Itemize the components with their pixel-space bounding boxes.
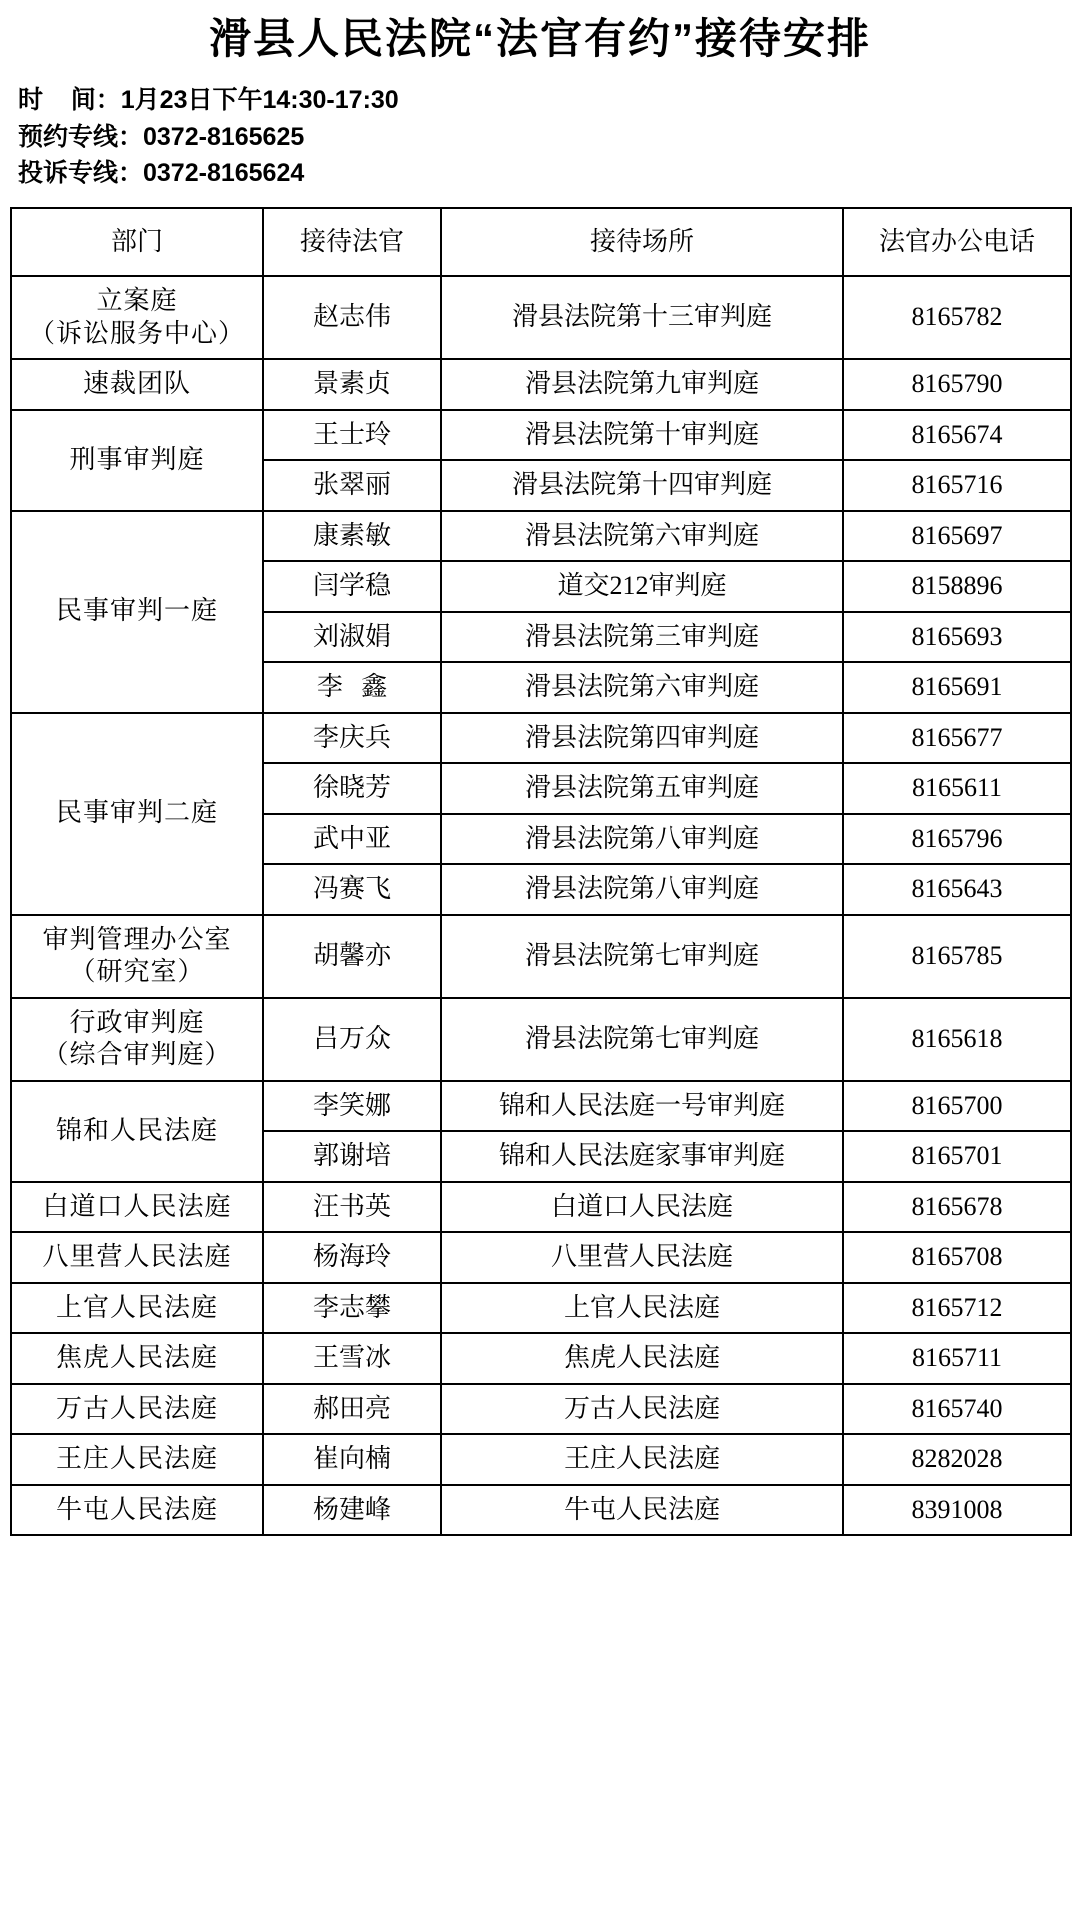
column-header-department: 部门: [11, 208, 263, 276]
table-row: [11, 915, 1071, 998]
cell-place: 滑县法院第八审判庭: [441, 814, 843, 865]
cell-judge: 李庆兵: [263, 713, 441, 764]
cell-judge: 王士玲: [263, 410, 441, 461]
cell-phone: 8165677: [843, 713, 1071, 764]
table-row: [11, 1232, 1071, 1283]
cell-judge: 景素贞: [263, 359, 441, 410]
cell-phone: 8165643: [843, 864, 1071, 915]
cell-phone: 8158896: [843, 561, 1071, 612]
cell-department: 八里营人民法庭: [11, 1232, 263, 1283]
table-row: [11, 713, 1071, 764]
cell-phone: 8165700: [843, 1081, 1071, 1132]
cell-department: 牛屯人民法庭: [11, 1485, 263, 1536]
table-row: [11, 1434, 1071, 1485]
cell-place: 滑县法院第六审判庭: [441, 511, 843, 562]
cell-place: 万古人民法庭: [441, 1384, 843, 1435]
cell-department: 上官人民法庭: [11, 1283, 263, 1334]
meta-appointment-hotline: 预约专线：0372-8165625: [18, 122, 305, 151]
cell-phone: 8165785: [843, 915, 1071, 998]
cell-place: 锦和人民法庭家事审判庭: [441, 1131, 843, 1182]
table-row: [11, 1384, 1071, 1435]
cell-judge: 李志攀: [263, 1283, 441, 1334]
cell-place: 王庄人民法庭: [441, 1434, 843, 1485]
cell-judge: 汪书英: [263, 1182, 441, 1233]
reception-schedule-table: [10, 207, 1072, 1536]
cell-phone: 8165796: [843, 814, 1071, 865]
cell-judge: 王雪冰: [263, 1333, 441, 1384]
table-row: [11, 1283, 1071, 1334]
cell-phone: 8165712: [843, 1283, 1071, 1334]
cell-department: 民事审判一庭: [11, 511, 263, 713]
table-row: [11, 359, 1071, 410]
cell-judge: 杨海玲: [263, 1232, 441, 1283]
cell-place: 滑县法院第九审判庭: [441, 359, 843, 410]
cell-department: 民事审判二庭: [11, 713, 263, 915]
table-row: [11, 1485, 1071, 1536]
cell-phone: 8165678: [843, 1182, 1071, 1233]
cell-place: 牛屯人民法庭: [441, 1485, 843, 1536]
cell-department: 刑事审判庭: [11, 410, 263, 511]
cell-judge: 李笑娜: [263, 1081, 441, 1132]
cell-phone: 8165674: [843, 410, 1071, 461]
column-header-phone: 法官办公电话: [843, 208, 1071, 276]
cell-judge: 胡馨亦: [263, 915, 441, 998]
cell-place: 滑县法院第十审判庭: [441, 410, 843, 461]
table-row: [11, 410, 1071, 461]
cell-judge: 冯赛飞: [263, 864, 441, 915]
meta-info-block: [18, 82, 1070, 191]
cell-judge: 李鑫: [263, 662, 441, 713]
page-title: 滑县人民法院“法官有约”接待安排: [208, 15, 871, 62]
table-row: [11, 1081, 1071, 1132]
table-body: [11, 276, 1071, 1535]
cell-place: 焦虎人民法庭: [441, 1333, 843, 1384]
column-header-judge: 接待法官: [263, 208, 441, 276]
cell-judge: 康素敏: [263, 511, 441, 562]
cell-phone: 8165618: [843, 998, 1071, 1081]
cell-phone: 8165790: [843, 359, 1071, 410]
cell-place: 滑县法院第七审判庭: [441, 998, 843, 1081]
meta-complaint-hotline: 投诉专线：0372-8165624: [18, 158, 305, 187]
table-row: [11, 1333, 1071, 1384]
cell-place: 滑县法院第四审判庭: [441, 713, 843, 764]
cell-phone: 8165740: [843, 1384, 1071, 1435]
cell-place: 滑县法院第七审判庭: [441, 915, 843, 998]
column-header-place: 接待场所: [441, 208, 843, 276]
cell-department: 焦虎人民法庭: [11, 1333, 263, 1384]
cell-place: 锦和人民法庭一号审判庭: [441, 1081, 843, 1132]
cell-judge: 郭谢培: [263, 1131, 441, 1182]
cell-phone: 8165697: [843, 511, 1071, 562]
cell-place: 滑县法院第八审判庭: [441, 864, 843, 915]
cell-phone: 8165693: [843, 612, 1071, 663]
cell-phone: 8165691: [843, 662, 1071, 713]
cell-judge: 武中亚: [263, 814, 441, 865]
cell-judge: 吕万众: [263, 998, 441, 1081]
cell-place: 滑县法院第六审判庭: [441, 662, 843, 713]
cell-judge: 刘淑娟: [263, 612, 441, 663]
cell-department: 立案庭 （诉讼服务中心）: [11, 276, 263, 359]
cell-department: 万古人民法庭: [11, 1384, 263, 1435]
cell-phone: 8165711: [843, 1333, 1071, 1384]
cell-phone: 8165701: [843, 1131, 1071, 1182]
cell-department: 行政审判庭 （综合审判庭）: [11, 998, 263, 1081]
cell-department: 王庄人民法庭: [11, 1434, 263, 1485]
cell-place: 道交212审判庭: [441, 561, 843, 612]
cell-department: 速裁团队: [11, 359, 263, 410]
cell-judge: 张翠丽: [263, 460, 441, 511]
cell-judge: 徐晓芳: [263, 763, 441, 814]
cell-place: 滑县法院第五审判庭: [441, 763, 843, 814]
cell-place: 八里营人民法庭: [441, 1232, 843, 1283]
cell-department: 审判管理办公室 （研究室）: [11, 915, 263, 998]
cell-phone: 8391008: [843, 1485, 1071, 1536]
cell-place: 上官人民法庭: [441, 1283, 843, 1334]
cell-place: 滑县法院第三审判庭: [441, 612, 843, 663]
cell-judge: 赵志伟: [263, 276, 441, 359]
cell-phone: 8165782: [843, 276, 1071, 359]
cell-place: 滑县法院第十三审判庭: [441, 276, 843, 359]
cell-judge: 闫学稳: [263, 561, 441, 612]
cell-department: 白道口人民法庭: [11, 1182, 263, 1233]
cell-place: 滑县法院第十四审判庭: [441, 460, 843, 511]
table-header-row: [11, 208, 1071, 276]
table-row: [11, 276, 1071, 359]
meta-time: 时 间：1月23日下午14:30-17:30: [18, 86, 399, 115]
table-row: [11, 998, 1071, 1081]
cell-phone: 8165708: [843, 1232, 1071, 1283]
cell-judge: 杨建峰: [263, 1485, 441, 1536]
cell-judge: 郝田亮: [263, 1384, 441, 1435]
cell-judge: 崔向楠: [263, 1434, 441, 1485]
cell-phone: 8165611: [843, 763, 1071, 814]
cell-phone: 8165716: [843, 460, 1071, 511]
cell-place: 白道口人民法庭: [441, 1182, 843, 1233]
document-page: [0, 14, 1080, 1536]
table-row: [11, 1182, 1071, 1233]
cell-phone: 8282028: [843, 1434, 1071, 1485]
cell-department: 锦和人民法庭: [11, 1081, 263, 1182]
table-row: [11, 511, 1071, 562]
